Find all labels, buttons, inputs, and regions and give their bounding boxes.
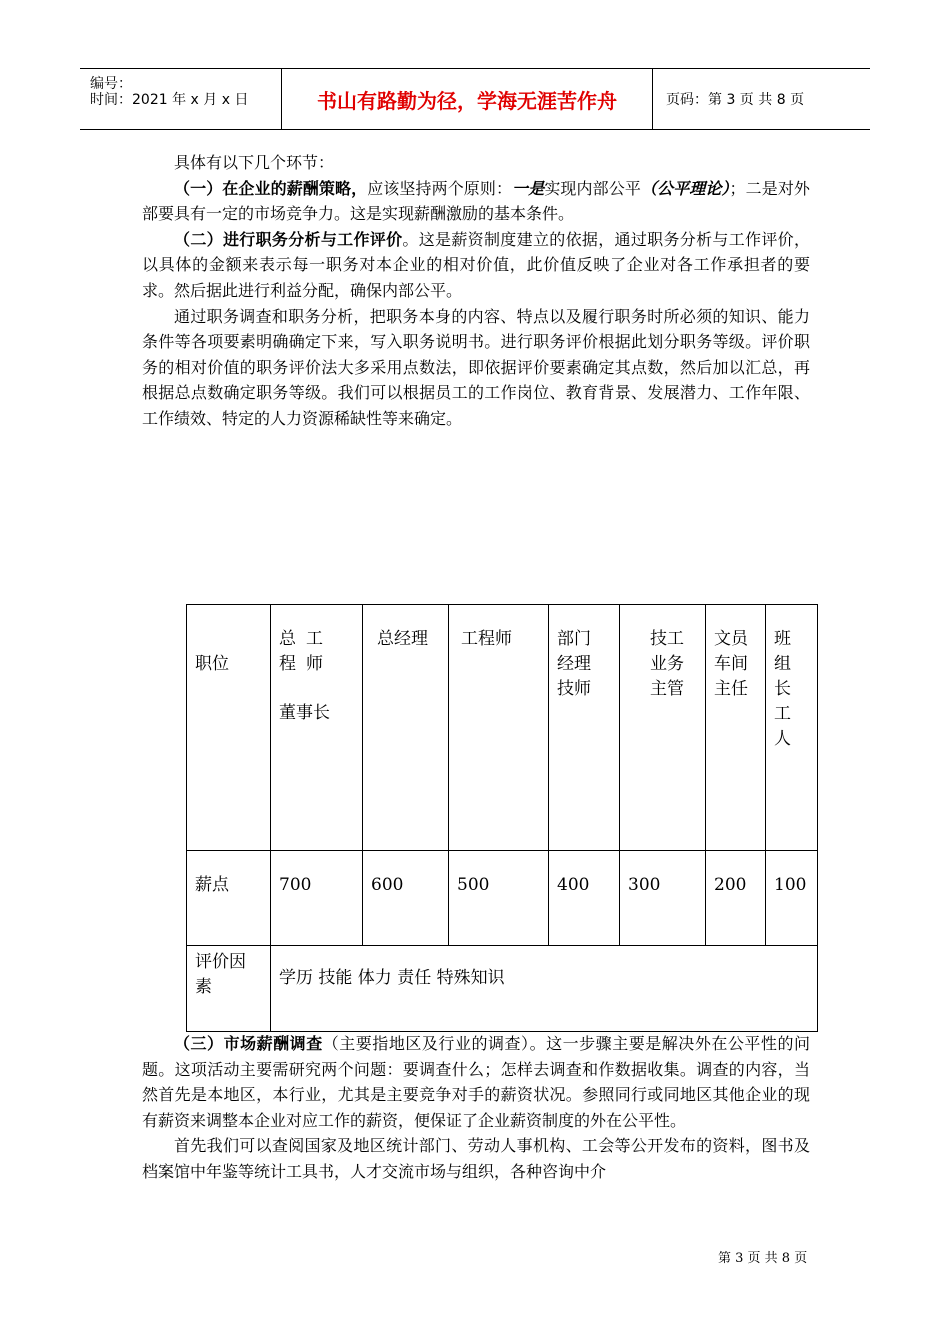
position-chairman: 董事长 [279,703,330,723]
table-row-points [187,851,818,946]
cell-position-4: 部门经理技师 [549,605,620,851]
time-label: 时间：2021 年 x 月 x 日 [90,92,249,108]
points-6: 200 [706,851,766,946]
page-footer: 第 3 页 共 8 页 [718,1251,808,1266]
document-body-continued [142,1031,810,1185]
paragraph-pay-strategy [142,176,810,227]
points-1: 700 [271,851,363,946]
paragraph-job-evaluation: 通过职务调查和职务分析，把职务本身的内容、特点以及履行职务时所必须的知识、能力条件等各项要素明确确定下来，写入职务说明书。进行职务评价根据此划分职务等级。评价职务的相对价值的职务评价法大多采用点数法，即依据评价要素确定其点数，然后加以汇总，再根据总点数确定职务等级。我们可以根据员工的工作岗位、教育背景、发展潜力、工作年限、工作绩效、特定的人力资源稀缺性等来确定。 [142,306,810,428]
cell-position-2: 总经理 [363,605,449,851]
salary-points-table [186,604,818,1032]
p4-text: （主要指地区及行业的调查）。这一步骤主要是解决外在公平性的问题。这项活动主要需研究两个问题：要调查什么；怎样去调查和作数据收集。调查的内容，当然首先是本地区，本行业，尤其是主要竞争对手的薪资状况。参照同行或同地区其他企业的现有薪资来调整本企业对应工作的薪资，便保证了企业薪资制度的外在公平性。 [142,1034,810,1130]
points-5: 300 [620,851,706,946]
points-4: 400 [549,851,620,946]
cell-position-6: 文员车间主任 [706,605,766,851]
cell-position-3: 工程师 [449,605,549,851]
p2-text: 。这是薪资制度建立的依据，通过职务分析与工作评价，以具体的金额来表示每一职务对本企业的相对价值，此价值反映了企业对各工作承担者的要求。然后据此进行利益分配，确保内部公平。 [142,229,810,300]
points-7: 100 [766,851,818,946]
p1-text3: ；二是对外部要具有一定的市场竞争力。这是实现薪酬激励的基本条件。 [142,178,810,224]
position-chief-engineer: 总工程师 [279,629,333,674]
header-meta [80,69,280,129]
header-motto: 书山有路勤为径，学海无涯苦作舟 [281,69,653,129]
points-2: 600 [363,851,449,946]
p1-text1: 应该坚持两个原则： [367,178,513,198]
cell-position-7: 班组长工人 [766,605,818,851]
factors-cell: 学历 技能 体力 责任 特殊知识 [271,946,818,1032]
paragraph-market-survey [142,1031,810,1133]
points-3: 500 [449,851,549,946]
heading-job-analysis: （二）进行职务分析与工作评价 [174,229,403,249]
heading-pay-strategy: （一）在企业的薪酬策略， [174,178,368,198]
row-label-points: 薪点 [187,851,271,946]
header-page-label: 页码：第 3 页 共 8 页 [666,92,805,108]
cell-position-5: 技工业务主管 [620,605,706,851]
page-header [80,68,870,130]
table-row-factors [187,946,818,1032]
heading-market-survey: （三）市场薪酬调查 [174,1034,323,1053]
paragraph-data-sources: 首先我们可以查阅国家及地区统计部门、劳动人事机构、工会等公开发布的资料，图书及档案馆中年鉴等统计工具书，人才交流市场与组织，各种咨询中介 [142,1136,810,1181]
row-label-position: 职位 [187,605,271,851]
document-body [142,150,810,432]
p1-text2: 实现内部公平 [544,178,641,198]
intro-paragraph: 具体有以下几个环节： [174,153,335,172]
number-label: 编号： [90,76,132,92]
row-label-factors: 评价因素 [187,946,271,1032]
paragraph-job-analysis [142,227,810,304]
p1-emphasis2: （公平理论） [640,178,730,198]
p1-emphasis1: 一是 [512,178,545,198]
table-row-positions [187,605,818,851]
cell-position-1 [271,605,363,851]
